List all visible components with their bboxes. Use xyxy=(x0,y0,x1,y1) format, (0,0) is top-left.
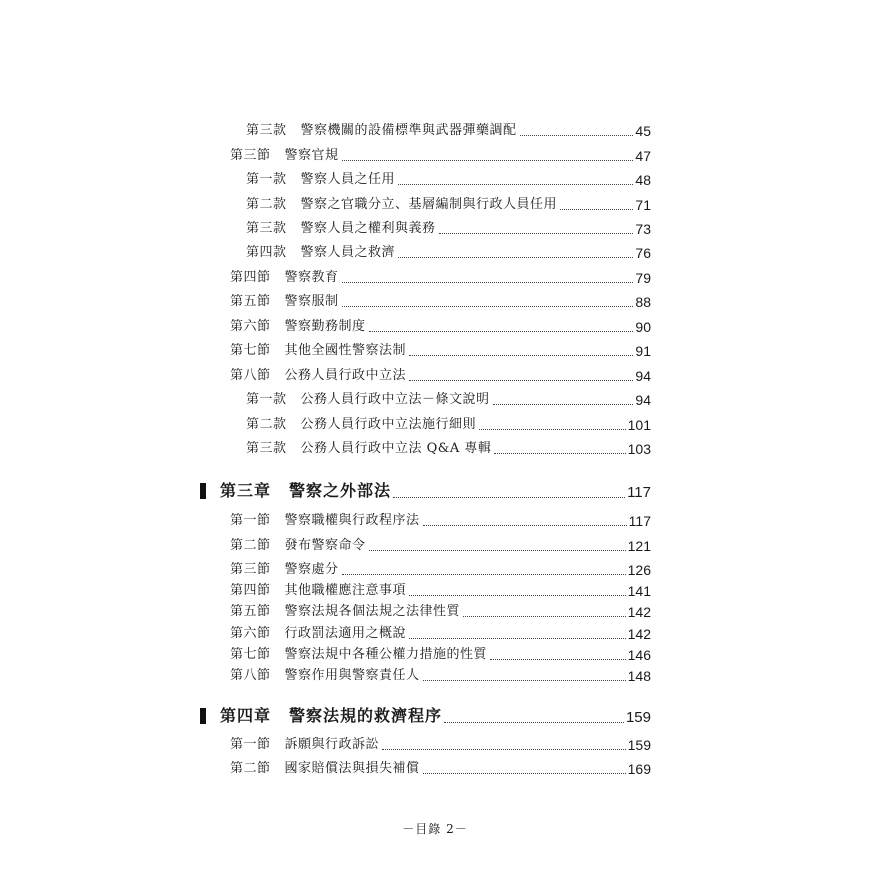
entry-title: 訴願與行政訴訟 xyxy=(284,737,380,752)
entry-label: 第三節 xyxy=(230,562,271,577)
toc-entry[interactable] xyxy=(230,601,651,623)
chapter-label: 第四章 xyxy=(220,706,272,725)
entry-page: 91 xyxy=(635,343,651,359)
entry-label: 第四節 xyxy=(230,583,271,598)
toc-entry[interactable] xyxy=(230,316,651,338)
toc-entry[interactable] xyxy=(230,758,651,780)
toc-entry[interactable] xyxy=(230,365,651,387)
entry-page: 169 xyxy=(627,761,651,777)
entry-label: 第七節 xyxy=(230,343,271,358)
dot-leader xyxy=(423,773,626,774)
entry-page: 45 xyxy=(635,123,651,139)
entry-label: 第一款 xyxy=(246,172,287,187)
entry-title: 公務人員行政中立法－條文說明 xyxy=(300,392,490,407)
entry-page: 76 xyxy=(635,245,651,261)
entry-page: 71 xyxy=(635,197,651,213)
entry-label: 第六節 xyxy=(230,626,271,641)
entry-title: 警察法規中各種公權力措施的性質 xyxy=(284,647,488,662)
toc-entry[interactable] xyxy=(230,267,651,289)
dot-leader xyxy=(398,257,633,258)
toc-entry[interactable] xyxy=(230,291,651,313)
entry-page: 88 xyxy=(635,294,651,310)
entry-page: 103 xyxy=(627,441,651,457)
entry-label: 第六節 xyxy=(230,319,271,334)
entry-title: 警察人員之任用 xyxy=(300,172,396,187)
entry-label: 第七節 xyxy=(230,647,271,662)
toc-entry[interactable] xyxy=(246,242,651,264)
dot-leader xyxy=(409,380,633,381)
chapter-title: 警察之外部法 xyxy=(289,481,392,500)
toc-entry[interactable] xyxy=(230,623,651,645)
dot-leader xyxy=(393,497,625,498)
entry-label: 第一節 xyxy=(230,737,271,752)
entry-title: 警察法規各個法規之法律性質 xyxy=(284,604,461,619)
dot-leader xyxy=(479,429,626,430)
entry-label: 第四款 xyxy=(246,245,287,260)
toc-entry[interactable] xyxy=(230,665,651,687)
dot-leader xyxy=(342,306,634,307)
chapter-marker xyxy=(200,483,206,499)
entry-page: 90 xyxy=(635,319,651,335)
entry-title: 警察職權與行政程序法 xyxy=(284,513,420,528)
entry-label: 第三款 xyxy=(246,221,287,236)
entry-page: 148 xyxy=(627,668,651,684)
entry-title: 公務人員行政中立法 Q&A 專輯 xyxy=(300,441,492,456)
entry-title: 警察人員之權利與義務 xyxy=(300,221,436,236)
entry-label: 第八節 xyxy=(230,668,271,683)
entry-label: 第三節 xyxy=(230,148,271,163)
entry-label: 第二款 xyxy=(246,197,287,212)
entry-page: 141 xyxy=(627,583,651,599)
toc-entry[interactable] xyxy=(230,145,651,167)
dot-leader xyxy=(369,331,634,332)
entry-title: 行政罰法適用之概說 xyxy=(284,626,407,641)
dot-leader xyxy=(463,616,626,617)
entry-title: 警察教育 xyxy=(284,270,339,285)
chapter-page: 117 xyxy=(627,484,651,501)
entry-title: 警察服制 xyxy=(284,294,339,309)
dot-leader xyxy=(409,595,626,596)
dot-leader xyxy=(493,404,634,405)
toc-entry[interactable] xyxy=(230,644,651,666)
toc-entry[interactable] xyxy=(246,414,651,436)
dot-leader xyxy=(398,184,633,185)
entry-title: 警察勤務制度 xyxy=(284,319,366,334)
dot-leader xyxy=(423,680,626,681)
entry-page: 94 xyxy=(635,368,651,384)
entry-label: 第五節 xyxy=(230,294,271,309)
page-footer: －目錄 2－ xyxy=(402,822,468,836)
entry-label: 第四節 xyxy=(230,270,271,285)
entry-label: 第三款 xyxy=(246,123,287,138)
toc-entry[interactable] xyxy=(230,510,651,532)
dot-leader xyxy=(342,160,634,161)
entry-title: 警察作用與警察責任人 xyxy=(284,668,420,683)
toc-entry[interactable] xyxy=(230,559,651,581)
entry-page: 159 xyxy=(627,737,651,753)
dot-leader xyxy=(409,355,633,356)
dot-leader xyxy=(409,638,626,639)
entry-page: 48 xyxy=(635,172,651,188)
entry-title: 警察之官職分立、基層編制與行政人員任用 xyxy=(300,197,558,212)
dot-leader xyxy=(520,135,634,136)
entry-page: 79 xyxy=(635,270,651,286)
dot-leader xyxy=(423,525,627,526)
toc-entry[interactable] xyxy=(230,734,651,756)
entry-page: 142 xyxy=(627,604,651,620)
chapter-label: 第三章 xyxy=(220,481,272,500)
entry-label: 第二款 xyxy=(246,417,287,432)
dot-leader xyxy=(342,282,634,283)
entry-title: 國家賠償法與損失補償 xyxy=(284,761,420,776)
dot-leader xyxy=(444,722,624,723)
dot-leader xyxy=(494,453,625,454)
chapter-page: 159 xyxy=(625,709,651,726)
entry-title: 警察官規 xyxy=(284,148,339,163)
entry-page: 146 xyxy=(627,647,651,663)
entry-page: 73 xyxy=(635,221,651,237)
entry-label: 第五節 xyxy=(230,604,271,619)
entry-page: 117 xyxy=(628,513,651,529)
dot-leader xyxy=(560,209,633,210)
toc-entry[interactable] xyxy=(246,120,651,142)
toc-entry[interactable] xyxy=(230,535,651,557)
entry-label: 第八節 xyxy=(230,368,271,383)
entry-title: 其他職權應注意事項 xyxy=(284,583,407,598)
entry-label: 第一款 xyxy=(246,392,287,407)
entry-title: 其他全國性警察法制 xyxy=(284,343,407,358)
entry-label: 第一節 xyxy=(230,513,271,528)
dot-leader xyxy=(342,574,626,575)
chapter-heading[interactable] xyxy=(200,478,651,504)
dot-leader xyxy=(382,749,626,750)
entry-page: 101 xyxy=(627,417,651,433)
entry-page: 94 xyxy=(635,392,651,408)
entry-label: 第二節 xyxy=(230,538,271,553)
entry-page: 126 xyxy=(627,562,651,578)
chapter-title: 警察法規的救濟程序 xyxy=(289,706,443,725)
toc-entry[interactable] xyxy=(230,580,651,602)
entry-page: 47 xyxy=(635,148,651,164)
toc-entry[interactable] xyxy=(246,389,651,411)
entry-title: 公務人員行政中立法施行細則 xyxy=(300,417,477,432)
dot-leader xyxy=(490,659,626,660)
entry-page: 121 xyxy=(627,538,651,554)
chapter-heading[interactable] xyxy=(200,703,651,729)
toc-entry[interactable] xyxy=(246,218,651,240)
entry-page: 142 xyxy=(627,626,651,642)
entry-title: 公務人員行政中立法 xyxy=(284,368,407,383)
toc-entry[interactable] xyxy=(246,438,651,460)
entry-title: 警察處分 xyxy=(284,562,339,577)
entry-label: 第三款 xyxy=(246,441,287,456)
dot-leader xyxy=(439,233,634,234)
chapter-marker xyxy=(200,708,206,724)
toc-entry[interactable] xyxy=(246,169,651,191)
dot-leader xyxy=(369,550,626,551)
entry-title: 發布警察命令 xyxy=(284,538,366,553)
toc-entry[interactable] xyxy=(230,340,651,362)
toc-entry[interactable] xyxy=(246,194,651,216)
entry-title: 警察機關的設備標準與武器彈藥調配 xyxy=(300,123,517,138)
entry-label: 第二節 xyxy=(230,761,271,776)
entry-title: 警察人員之救濟 xyxy=(300,245,396,260)
